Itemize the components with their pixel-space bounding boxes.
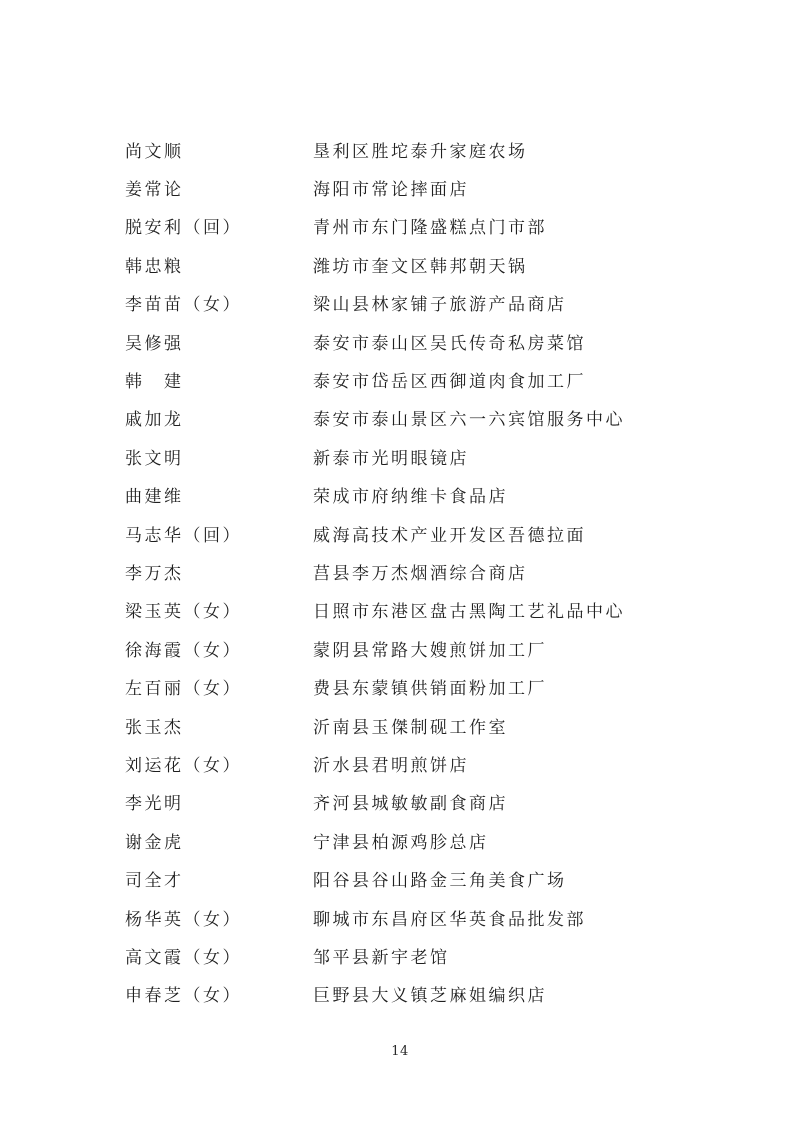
- organization-name: 泰安市泰山区吴氏传奇私房菜馆: [313, 333, 586, 354]
- organization-name: 泰安市岱岳区西御道肉食加工厂: [313, 372, 586, 393]
- organization-name: 梁山县林家铺子旅游产品商店: [313, 295, 567, 316]
- list-row: [0, 322, 800, 360]
- list-row: [0, 667, 800, 705]
- person-name: 李万杰: [125, 563, 184, 584]
- person-name: 韩忠粮: [125, 256, 184, 277]
- organization-name: 青州市东门隆盛糕点门市部: [313, 218, 547, 239]
- person-name: 谢金虎: [125, 832, 184, 853]
- list-row: [0, 207, 800, 245]
- list-row: [0, 437, 800, 475]
- person-name: 脱安利（回）: [125, 218, 242, 239]
- list-row: [0, 130, 800, 168]
- person-name: 姜常论: [125, 180, 184, 201]
- list-row: [0, 591, 800, 629]
- organization-name: 邹平县新宇老馆: [313, 947, 450, 968]
- person-name: 李苗苗（女）: [125, 295, 242, 316]
- list-row: [0, 360, 800, 398]
- organization-name: 齐河县城敏敏副食商店: [313, 794, 508, 815]
- organization-name: 荣成市府纳维卡食品店: [313, 487, 508, 508]
- person-name: 张玉杰: [125, 717, 184, 738]
- organization-name: 垦利区胜坨泰升家庭农场: [313, 141, 528, 162]
- list-row: [0, 476, 800, 514]
- recipient-list: [0, 130, 800, 1013]
- person-name: 司全才: [125, 871, 184, 892]
- person-name: 尚文顺: [125, 141, 184, 162]
- person-name: 梁玉英（女）: [125, 602, 242, 623]
- list-row: [0, 936, 800, 974]
- list-row: [0, 552, 800, 590]
- organization-name: 沂水县君明煎饼店: [313, 755, 469, 776]
- list-row: [0, 975, 800, 1013]
- page-number: 14: [391, 1044, 409, 1059]
- organization-name: 费县东蒙镇供销面粉加工厂: [313, 679, 547, 700]
- organization-name: 蒙阴县常路大嫂煎饼加工厂: [313, 640, 547, 661]
- organization-name: 新泰市光明眼镜店: [313, 448, 469, 469]
- list-row: [0, 706, 800, 744]
- organization-name: 阳谷县谷山路金三角美食广场: [313, 871, 567, 892]
- organization-name: 潍坊市奎文区韩邦朝天锅: [313, 256, 528, 277]
- organization-name: 沂南县玉傑制砚工作室: [313, 717, 508, 738]
- person-name: 徐海霞（女）: [125, 640, 242, 661]
- person-name: 戚加龙: [125, 410, 184, 431]
- person-name: 马志华（回）: [125, 525, 242, 546]
- person-name: 高文霞（女）: [125, 947, 242, 968]
- person-name: 吴修强: [125, 333, 184, 354]
- organization-name: 日照市东港区盘古黑陶工艺礼品中心: [313, 602, 625, 623]
- list-row: [0, 168, 800, 206]
- list-row: [0, 629, 800, 667]
- person-name: 韩 建: [125, 372, 184, 393]
- person-name: 杨华英（女）: [125, 909, 242, 930]
- list-row: [0, 514, 800, 552]
- list-row: [0, 245, 800, 283]
- list-row: [0, 399, 800, 437]
- organization-name: 莒县李万杰烟酒综合商店: [313, 563, 528, 584]
- organization-name: 泰安市泰山景区六一六宾馆服务中心: [313, 410, 625, 431]
- list-row: [0, 783, 800, 821]
- person-name: 左百丽（女）: [125, 679, 242, 700]
- list-row: [0, 821, 800, 859]
- organization-name: 聊城市东昌府区华英食品批发部: [313, 909, 586, 930]
- list-row: [0, 744, 800, 782]
- list-row: [0, 284, 800, 322]
- list-row: [0, 859, 800, 897]
- person-name: 张文明: [125, 448, 184, 469]
- person-name: 刘运花（女）: [125, 755, 242, 776]
- list-row: [0, 898, 800, 936]
- person-name: 李光明: [125, 794, 184, 815]
- organization-name: 宁津县柏源鸡胗总店: [313, 832, 489, 853]
- organization-name: 海阳市常论摔面店: [313, 180, 469, 201]
- person-name: 申春芝（女）: [125, 986, 242, 1007]
- person-name: 曲建维: [125, 487, 184, 508]
- organization-name: 威海高技术产业开发区吾德拉面: [313, 525, 586, 546]
- organization-name: 巨野县大义镇芝麻姐编织店: [313, 986, 547, 1007]
